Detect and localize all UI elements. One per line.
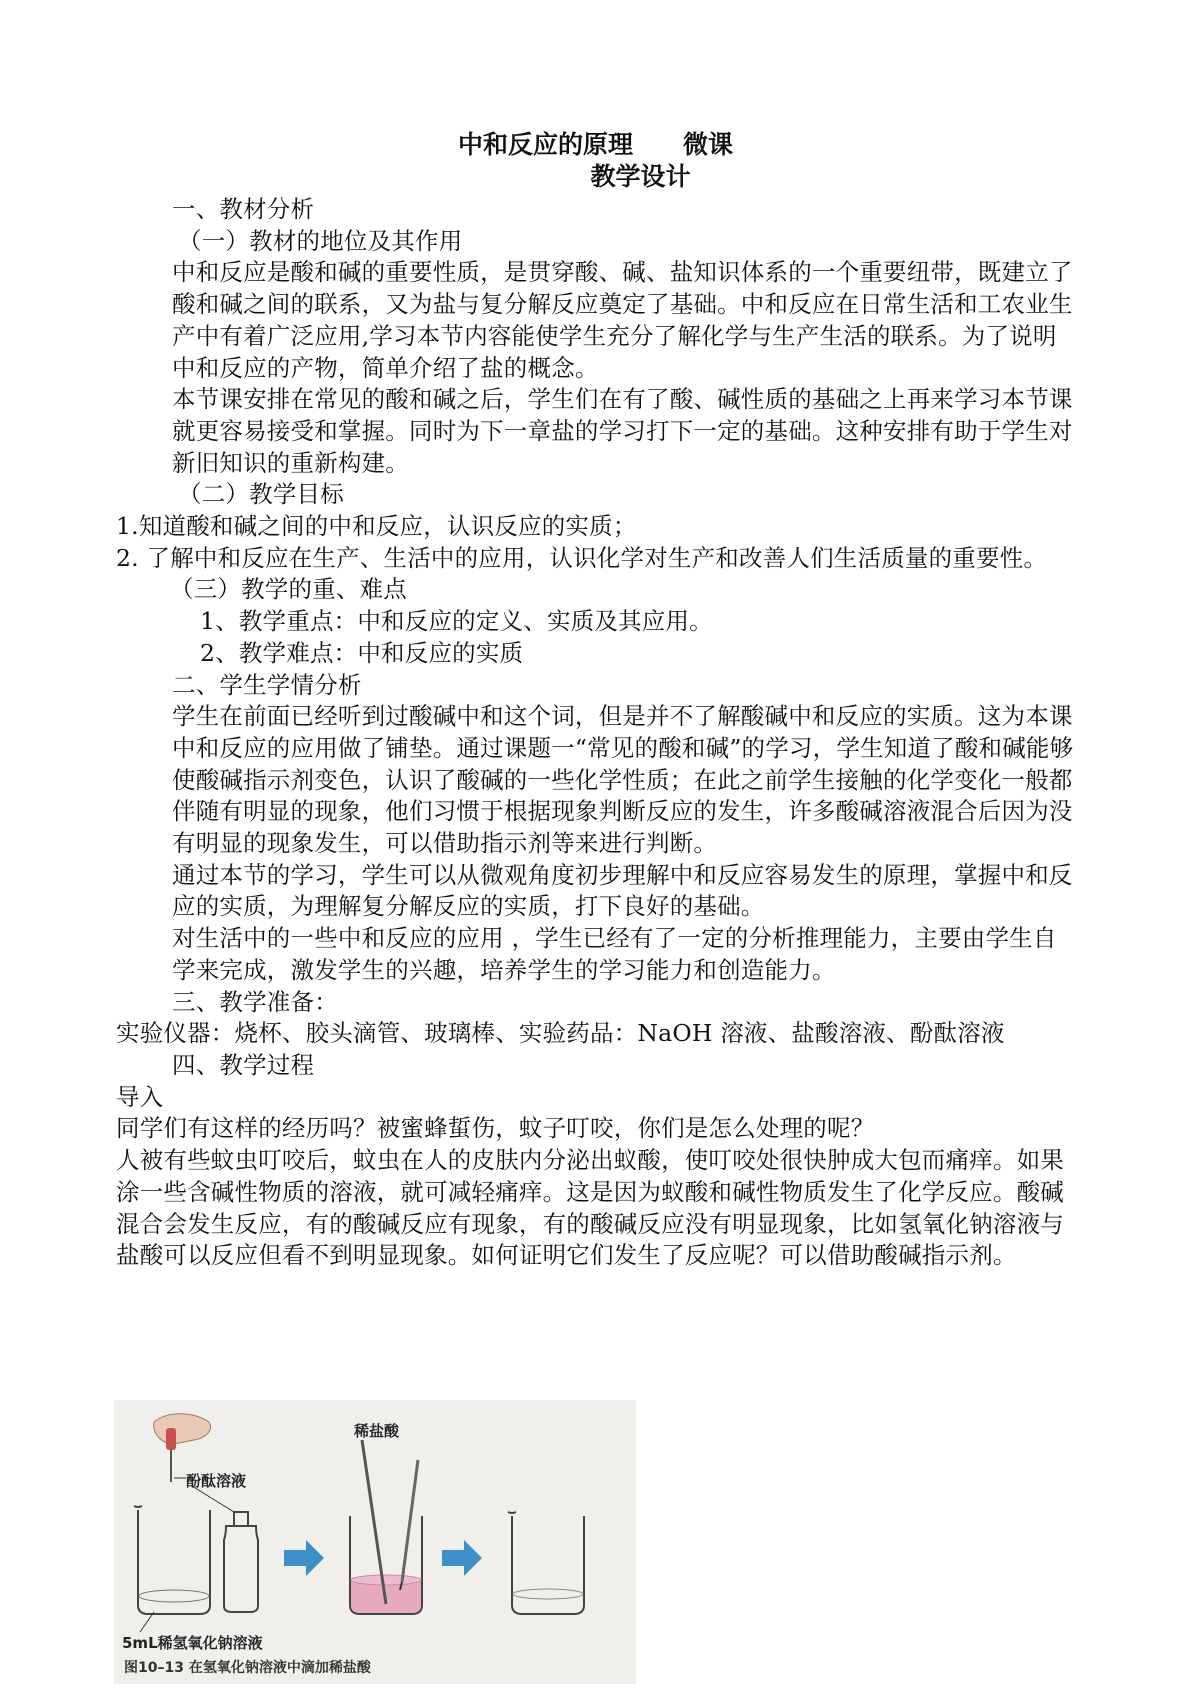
paragraph: 对生活中的一些中和反应的应用 ，学生已经有了一定的分析推理能力，主要由学生自学来完成，激发学生的兴趣，培养学生的学习能力和创造能力。 [172, 924, 1057, 984]
paragraph: 通过本节的学习，学生可以从微观角度初步理解中和反应容易发生的原理，掌握中和反应的实质，为理解复分解反应的实质，打下良好的基础。 [172, 860, 1073, 921]
paragraph: 四、教学过程 [172, 1050, 315, 1079]
document-subtitle: 教学设计 [590, 162, 691, 191]
paragraph: 实验仪器：烧杯、胶头滴管、玻璃棒、实验药品：NaOH 溶液、盐酸溶液、酚酞溶液 [116, 1019, 1005, 1048]
beaker-1-icon [134, 1506, 210, 1614]
experiment-figure [114, 1400, 636, 1684]
label-naoh-solution: 5mL稀氢氧化钠溶液 [122, 1634, 263, 1652]
arrow-right-icon [442, 1540, 482, 1576]
paragraph: 1、教学重点：中和反应的定义、实质及其应用。 [200, 607, 713, 636]
paragraph: （三）教学的重、难点 [170, 575, 407, 604]
paragraph: 导入 [116, 1082, 164, 1111]
paragraph: 二、学生学情分析 [172, 670, 362, 699]
paragraph: 三、教学准备： [172, 987, 338, 1016]
document-body [116, 194, 1076, 1272]
paragraph: 中和反应是酸和碱的重要性质，是贯穿酸、碱、盐知识体系的一个重要纽带，既建立了酸和碱之间的联系，又为盐与复分解反应奠定了基础。中和反应在日常生活和工农业生产中有着广泛应用,学习本节内容能使学生充分了解化学与生产生活的联系。为了说明中和反应的产物，简单介绍了盐的概念。 [172, 258, 1073, 382]
paragraph: 2. 了解中和反应在生产、生活中的应用，认识化学对生产和改善人们生活质量的重要性。 [116, 543, 1048, 572]
paragraph: 同学们有这样的经历吗？被蜜蜂蜇伤，蚊子叮咬，你们是怎么处理的呢？ [116, 1114, 875, 1143]
hand-icon [154, 1414, 211, 1444]
beaker-3-icon [508, 1512, 584, 1614]
paragraph: 一、教材分析 [172, 195, 315, 223]
paragraph: 人被有些蚊虫叮咬后，蚊虫在人的皮肤内分泌出蚁酸，使叮咬处很快肿成大包而痛痒。如果涂一些含碱性物质的溶液，就可减轻痛痒。这是因为蚁酸和碱性物质发生了化学反应。酸碱混合会发生反应，有的酸碱反应有现象，有的酸碱反应没有明显现象，比如氢氧化钠溶液与盐酸可以反应但看不到明显现象。如何证明它们发生了反应呢？可以借助酸碱指示剂。 [116, 1146, 1064, 1270]
bottle-icon [224, 1512, 258, 1612]
paragraph: （二）教学目标 [178, 480, 344, 509]
paragraph: （一）教材的地位及其作用 [178, 226, 463, 255]
dropper-icon [402, 1460, 418, 1582]
paragraph: 学生在前面已经听到过酸碱中和这个词，但是并不了解酸碱中和反应的实质。这为本课中和反应的应用做了铺垫。通过课题一“常见的酸和碱”的学习，学生知道了酸和碱能够使酸碱指示剂变色，认识了酸碱的一些化学性质；在此之前学生接触的化学变化一般都伴随有明显的现象，他们习惯于根据现象判断反应的发生，许多酸碱溶液混合后因为没有明显的现象发生，可以借助指示剂等来进行判断。 [172, 702, 1074, 858]
paragraph: 2、教学难点：中和反应的实质 [200, 638, 524, 667]
label-phenolphthalein: 酚酞溶液 [186, 1472, 247, 1490]
label-dilute-hcl: 稀盐酸 [354, 1422, 400, 1440]
document-title: 中和反应的原理 微课 [457, 130, 733, 159]
paragraph: 本节课安排在常见的酸和碱之后，学生们在有了酸、碱性质的基础之上再来学习本节课就更容易接受和掌握。同时为下一章盐的学习打下一定的基础。这种安排有助于学生对新旧知识的重新构建。 [172, 385, 1073, 477]
arrow-right-icon [284, 1540, 324, 1576]
paragraph: 1.知道酸和碱之间的中和反应，认识反应的实质； [116, 512, 637, 541]
figure-caption: 图10–13 在氢氧化钠溶液中滴加稀盐酸 [124, 1660, 371, 1676]
dropper-bulb-icon [166, 1428, 176, 1450]
